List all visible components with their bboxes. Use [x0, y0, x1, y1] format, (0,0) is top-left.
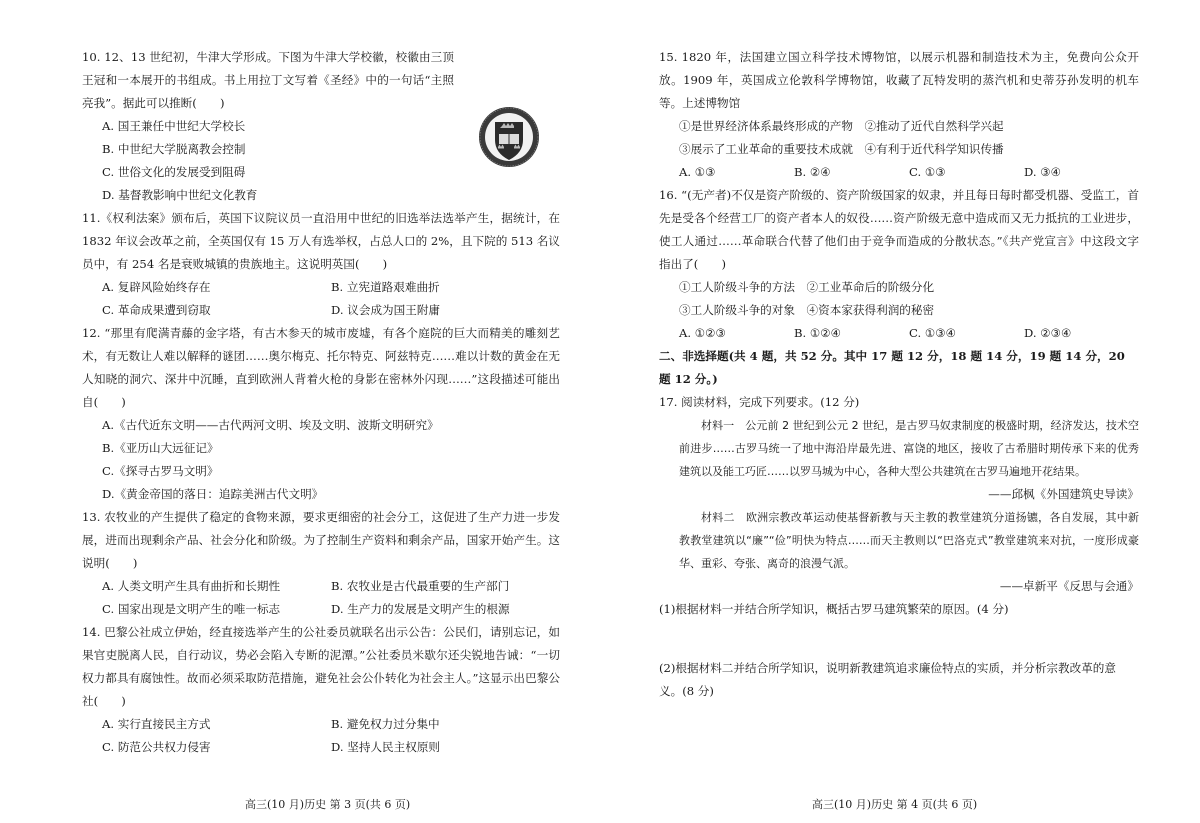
option-b: B. 立宪道路艰难曲折 [331, 280, 440, 294]
options-row [82, 299, 560, 322]
question-stem: 17. 阅读材料，完成下列要求。(12 分) [659, 395, 860, 409]
page-footer: 高三(10 月)历史 第 3 页(共 6 页) [245, 798, 411, 811]
question-stem: 11.《权利法案》颁布后，英国下议院议员一直沿用中世纪的旧选举法选举产生，据统计，在 1832 年议会改革之前，全英国仅有 15 万人有选举权，占总人口的 2%，且下院的 513 名议员中，有 254 名是衰败城镇的贵族地主。这说明英国( ) [82, 211, 560, 271]
question-stem: 15. 1820 年，法国建立国立科学技术博物馆，以展示机器和制造技术为主，免费向公众开放。1909 年，英国成立伦敦科学博物馆，收藏了瓦特发明的蒸汽机和史蒂芬孙发明的机车等。上述博物馆 [659, 50, 1139, 110]
option-c: C. 世俗文化的发展受到阻碍 [102, 165, 246, 179]
options-row [82, 598, 560, 621]
question-stem: 12. “那里有爬满青藤的金字塔，有古木参天的城市废墟，有各个庭院的巨大而精美的雕刻艺术，有无数让人难以解释的谜团……奥尔梅克、托尔特克、阿兹特克……难以计数的黄金在无人知晓的洞穴、深井中沉睡，直到欧洲人背着火枪的身影在密林外闪现……”这段描述可能出自( ) [82, 326, 560, 409]
question-stem: 10. 12、13 世纪初，牛津大学形成。下图为牛津大学校徽，校徽由三顶王冠和一本展开的书组成。书上用拉丁文写着《圣经》中的一句话“主照亮我”。据此可以推断( ) [82, 50, 454, 110]
sub-question-1: (1)根据材料一并结合所学知识，概括古罗马建筑繁荣的原因。(4 分) [659, 602, 1009, 616]
option-a: A. 实行直接民主方式 [102, 717, 211, 731]
options-row [659, 161, 1139, 184]
statement-row: ①工人阶级斗争的方法 ②工业革命后的阶级分化 [679, 280, 935, 294]
options-row [82, 575, 560, 598]
statement-row: ③展示了工业革命的重要技术成就 ④有利于近代科学知识传播 [679, 142, 1004, 156]
section-heading: 二、非选择题(共 4 题，共 52 分。其中 17 题 12 分，18 题 14 分，19 题 14 分，20 题 12 分。) [659, 349, 1125, 386]
question-17 [659, 391, 1139, 703]
option-d: D. ②③④ [1024, 326, 1072, 340]
option-a: A.《古代近东文明——古代两河文明、埃及文明、波斯文明研究》 [102, 418, 439, 432]
option-b: B. 中世纪大学脱离教会控制 [102, 142, 246, 156]
question-13 [82, 506, 560, 621]
option-d: D. ③④ [1024, 165, 1062, 179]
question-15 [659, 46, 1139, 184]
option-c: C. 革命成果遭到窃取 [102, 303, 211, 317]
options-row [82, 276, 560, 299]
sub-question-2: (2)根据材料二并结合所学知识，说明新教建筑追求廉俭特点的实质，并分析宗教改革的意义。(8 分) [659, 661, 1116, 698]
material-source: ——卓新平《反思与会通》 [999, 579, 1139, 593]
page-footer: 高三(10 月)历史 第 4 页(共 6 页) [812, 798, 978, 811]
question-12 [82, 322, 560, 506]
material-one: 材料一 公元前 2 世纪到公元 2 世纪，是古罗马奴隶制度的极盛时期，经济发达，技术空前进步……古罗马统一了地中海沿岸最先进、富饶的地区，接收了古希腊时期传承下来的优秀建筑以及能工巧匠……以罗马城为中心，各种大型公共建筑在古罗马遍地开花结果。 [679, 419, 1139, 478]
statement-row: ③工人阶级斗争的对象 ④资本家获得利润的秘密 [679, 303, 935, 317]
question-stem: 13. 农牧业的产生提供了稳定的食物来源，要求更细密的社会分工，这促进了生产力进一步发展，进而出现剩余产品、社会分化和阶级。为了控制生产资料和剩余产品，国家开始产生。这说明( ) [82, 510, 560, 570]
option-d: D. 生产力的发展是文明产生的根源 [331, 602, 510, 616]
oxford-crest-image [478, 100, 540, 174]
option-b: B. ②④ [794, 165, 831, 179]
option-b: B. 避免权力过分集中 [331, 717, 440, 731]
option-b: B. ①②④ [794, 326, 842, 340]
material-two: 材料二 欧洲宗教改革运动使基督新教与天主教的教堂建筑分道扬镳，各自发展，其中新教教堂建筑以“廉”“俭”明快为特点……而天主教则以“巴洛克式”教堂建筑来对抗，一度形成豪华、重彩、夸张、离奇的浪漫气派。 [679, 511, 1139, 570]
option-c: C.《探寻古罗马文明》 [102, 464, 219, 478]
option-a: A. ①②③ [679, 326, 726, 340]
question-11 [82, 207, 560, 322]
option-d: D. 议会成为国王附庸 [331, 303, 441, 317]
options-row [82, 713, 560, 736]
option-c: C. ①③ [909, 165, 946, 179]
option-c: C. 国家出现是文明产生的唯一标志 [102, 602, 281, 616]
option-c: C. 防范公共权力侵害 [102, 740, 211, 754]
option-d: D. 基督教影响中世纪文化教育 [102, 188, 258, 202]
question-16 [659, 184, 1139, 345]
question-stem: 14. 巴黎公社成立伊始，经直接选举产生的公社委员就联名出示公告：公民们，请别忘记，如果官吏脱离人民，自行动议，势必会陷入专断的泥潭。”公社委员米歇尔还尖锐地告诫：“一切权力都具有腐蚀性。故而必须采取防范措施，避免社会公仆转化为社会主人。”这显示出巴黎公社( ) [82, 625, 560, 708]
right-page [659, 46, 1139, 703]
option-a: A. 人类文明产生具有曲折和长期性 [102, 579, 281, 593]
option-a: A. 复辟风险始终存在 [102, 280, 211, 294]
statement-row: ①是世界经济体系最终形成的产物 ②推动了近代自然科学兴起 [679, 119, 1004, 133]
question-stem: 16. “(无产者)不仅是资产阶级的、资产阶级国家的奴隶，并且每日每时都受机器、受监工，首先是受各个经营工厂的资产者本人的奴役……资产阶级无意中造成而又无力抵抗的工业进步，使工人通过……革命联合代替了他们由于竞争而造成的分散状态。”《共产党宣言》中这段文字指出了( ) [659, 188, 1139, 271]
question-14 [82, 621, 560, 759]
option-c: C. ①③④ [909, 326, 957, 340]
option-d: D. 坚持人民主权原则 [331, 740, 441, 754]
option-a: A. 国王兼任中世纪大学校长 [102, 119, 246, 133]
options-row [659, 322, 1139, 345]
option-b: B. 农牧业是古代最重要的生产部门 [331, 579, 510, 593]
answer-space [659, 621, 1139, 657]
options-row [82, 736, 560, 759]
material-source: ——邱枫《外国建筑史导读》 [988, 487, 1139, 501]
option-d: D.《黄金帝国的落日：追踪美洲古代文明》 [102, 487, 324, 501]
option-a: A. ①③ [679, 165, 716, 179]
option-b: B.《亚历山大远征记》 [102, 441, 219, 455]
